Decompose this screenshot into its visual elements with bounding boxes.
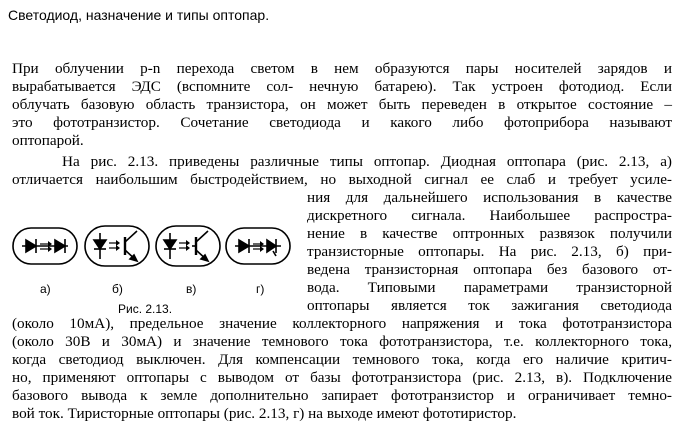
paragraph-line: нение в качестве оптронных развязок получили <box>307 225 672 242</box>
paragraph-line: На рис. 2.13. приведены различные типы оптопар. Диодная оптопара (рис. 2.13, а) <box>62 153 672 170</box>
figure-caption: Рис. 2.13. <box>118 302 173 316</box>
paragraph-line: отличается наибольшим быстродействием, но выходной сигнал ее слаб и требует усиле- <box>12 171 672 188</box>
paragraph-line: вой ток. Тиристорные оптопары (рис. 2.13, г) на выходе имеют фототиристор. <box>12 405 517 422</box>
transistor-optocoupler-icon <box>85 226 149 266</box>
figure-label-v: в) <box>186 282 197 296</box>
paragraph-line: (около 30В и 30мА) и значение темнового тока фототранзистора, т.е. коллекторного тока, <box>12 333 672 350</box>
paragraph-line: (около 10мА), предельное значение коллекторного напряжения и тока фототранзистора <box>12 315 672 332</box>
transistor-optocoupler-with-base-icon <box>156 226 220 266</box>
paragraph-line: базового вывода к земле дополнительно запирает фототранзистор и ограничивает темно- <box>12 387 672 404</box>
paragraph-line: вырабатывается ЭДС (вспомните сол- нечную батарею). Так устроен фотодиод. Если <box>12 78 672 95</box>
paragraph-line: транзисторные оптопары. На рис. 2.13, б) при- <box>307 243 672 260</box>
paragraph-line: оптопарой. <box>12 132 84 149</box>
diode-optocoupler-icon <box>13 228 77 264</box>
paragraph-line: это фототранзистор. Сочетание светодиода и какого либо фотоприбора называют <box>12 114 672 131</box>
paragraph-line: При облучении p-n перехода светом в нем образуются пары носителей зарядов и <box>12 60 672 77</box>
figure-optocouplers <box>8 218 298 330</box>
paragraph-line: когда светодиод выключен. Для компенсации темнового тока, когда его наличие критич- <box>12 351 672 368</box>
figure-label-a: а) <box>40 282 51 296</box>
paragraph-line: но, применяют оптопары с выводом от базы фототранзистора (рис. 2.13, в). Подключение <box>12 369 672 386</box>
paragraph-line: дискретного сигнала. Наибольшее распростра- <box>307 207 672 224</box>
paragraph-line: облучать базовую область транзистора, он может быть переведен в открытое состояние – <box>12 96 672 113</box>
thyristor-optocoupler-icon <box>226 228 290 264</box>
paragraph-line: вода. Типовыми параметрами транзисторной <box>307 279 672 296</box>
paragraph-line: ния для дальнейшего использования в качестве <box>307 189 672 206</box>
figure-label-g: г) <box>256 282 265 296</box>
page-title: Светодиод, назначение и типы оптопар. <box>8 7 270 23</box>
paragraph-line: оптопары является ток зажигания светодиода <box>307 297 672 314</box>
figure-label-b: б) <box>112 282 123 296</box>
paragraph-line: ведена транзисторная оптопара без базового от- <box>307 261 672 278</box>
